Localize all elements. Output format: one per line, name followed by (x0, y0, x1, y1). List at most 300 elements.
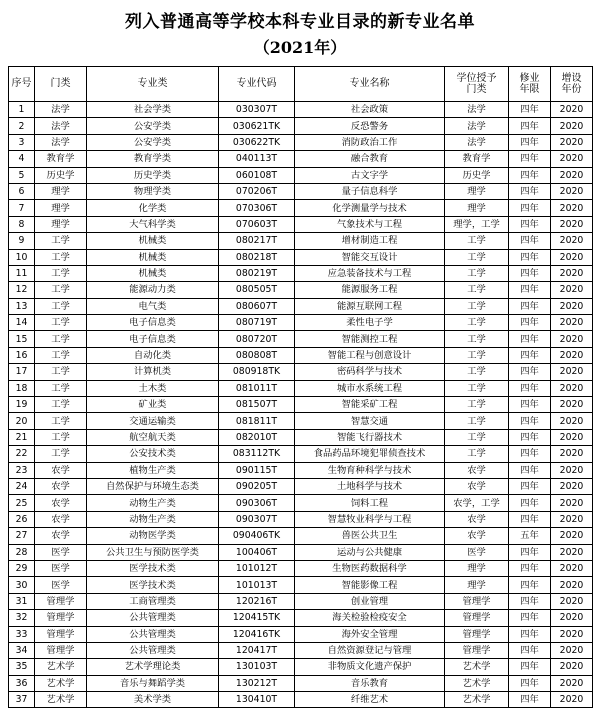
cell-code: 120415TK (219, 610, 295, 626)
cell-class: 机械类 (87, 249, 219, 265)
cell-name: 运动与公共健康 (295, 544, 445, 560)
cell-added: 2020 (551, 282, 593, 298)
cell-no: 12 (9, 282, 35, 298)
cell-no: 20 (9, 413, 35, 429)
cell-years: 四年 (509, 298, 551, 314)
cell-years: 四年 (509, 446, 551, 462)
table-row (9, 560, 593, 576)
table-row (9, 495, 593, 511)
table-row (9, 511, 593, 527)
cell-added: 2020 (551, 397, 593, 413)
cell-no: 11 (9, 265, 35, 281)
cell-code: 090115T (219, 462, 295, 478)
cell-added: 2020 (551, 315, 593, 331)
cell-added: 2020 (551, 380, 593, 396)
cell-degree: 理学 (445, 200, 509, 216)
cell-added: 2020 (551, 200, 593, 216)
cell-years: 四年 (509, 102, 551, 118)
cell-no: 30 (9, 577, 35, 593)
cell-years: 五年 (509, 528, 551, 544)
cell-code: 030621TK (219, 118, 295, 134)
cell-no: 2 (9, 118, 35, 134)
cell-category: 管理学 (35, 642, 87, 658)
cell-category: 工学 (35, 298, 87, 314)
cell-category: 工学 (35, 233, 87, 249)
cell-name: 食品药品环境犯罪侦查技术 (295, 446, 445, 462)
table-row (9, 347, 593, 363)
cell-code: 060108T (219, 167, 295, 183)
cell-added: 2020 (551, 364, 593, 380)
cell-added: 2020 (551, 675, 593, 691)
cell-name: 柔性电子学 (295, 315, 445, 331)
cell-category: 工学 (35, 282, 87, 298)
table-row (9, 134, 593, 150)
cell-degree: 理学，工学 (445, 216, 509, 232)
cell-category: 历史学 (35, 167, 87, 183)
cell-code: 080720T (219, 331, 295, 347)
table-header-row (9, 67, 593, 102)
cell-category: 教育学 (35, 151, 87, 167)
cell-no: 28 (9, 544, 35, 560)
cell-no: 4 (9, 151, 35, 167)
cell-years: 四年 (509, 183, 551, 199)
column-header-no: 序号 (9, 67, 35, 102)
cell-years: 四年 (509, 478, 551, 494)
cell-category: 工学 (35, 265, 87, 281)
cell-category: 艺术学 (35, 692, 87, 708)
cell-degree: 管理学 (445, 642, 509, 658)
cell-no: 23 (9, 462, 35, 478)
cell-no: 5 (9, 167, 35, 183)
cell-name: 量子信息科学 (295, 183, 445, 199)
cell-class: 教育学类 (87, 151, 219, 167)
cell-years: 四年 (509, 397, 551, 413)
cell-class: 物理学类 (87, 183, 219, 199)
cell-no: 16 (9, 347, 35, 363)
cell-name: 智慧交通 (295, 413, 445, 429)
cell-name: 城市水系统工程 (295, 380, 445, 396)
cell-added: 2020 (551, 642, 593, 658)
cell-added: 2020 (551, 347, 593, 363)
cell-no: 17 (9, 364, 35, 380)
cell-degree: 理学 (445, 183, 509, 199)
cell-years: 四年 (509, 315, 551, 331)
cell-category: 工学 (35, 315, 87, 331)
table-row (9, 462, 593, 478)
cell-name: 纤维艺术 (295, 692, 445, 708)
cell-degree: 艺术学 (445, 692, 509, 708)
column-header-added-line1: 增设 (561, 73, 582, 84)
cell-name: 智能飞行器技术 (295, 429, 445, 445)
cell-class: 公共卫生与预防医学类 (87, 544, 219, 560)
cell-years: 四年 (509, 364, 551, 380)
table-row (9, 675, 593, 691)
cell-category: 理学 (35, 216, 87, 232)
cell-name: 智能交互设计 (295, 249, 445, 265)
cell-degree: 医学 (445, 544, 509, 560)
cell-degree: 农学 (445, 478, 509, 494)
table-row (9, 626, 593, 642)
cell-no: 18 (9, 380, 35, 396)
cell-class: 动物生产类 (87, 511, 219, 527)
column-header-years-line1: 修业 (519, 73, 540, 84)
cell-name: 自然资源登记与管理 (295, 642, 445, 658)
cell-code: 081011T (219, 380, 295, 396)
cell-years: 四年 (509, 659, 551, 675)
cell-years: 四年 (509, 216, 551, 232)
cell-degree: 法学 (445, 102, 509, 118)
cell-degree: 理学 (445, 577, 509, 593)
cell-code: 120216T (219, 593, 295, 609)
cell-name: 社会政策 (295, 102, 445, 118)
cell-class: 自动化类 (87, 347, 219, 363)
cell-name: 智能测控工程 (295, 331, 445, 347)
cell-name: 增材制造工程 (295, 233, 445, 249)
cell-name: 创业管理 (295, 593, 445, 609)
cell-class: 电气类 (87, 298, 219, 314)
cell-class: 交通运输类 (87, 413, 219, 429)
cell-years: 四年 (509, 282, 551, 298)
cell-class: 大气科学类 (87, 216, 219, 232)
cell-class: 社会学类 (87, 102, 219, 118)
cell-class: 动物生产类 (87, 495, 219, 511)
cell-added: 2020 (551, 183, 593, 199)
cell-no: 8 (9, 216, 35, 232)
cell-degree: 理学 (445, 560, 509, 576)
column-header-years (509, 67, 551, 102)
cell-years: 四年 (509, 134, 551, 150)
cell-code: 080505T (219, 282, 295, 298)
cell-category: 艺术学 (35, 659, 87, 675)
cell-name: 生物医药数据科学 (295, 560, 445, 576)
cell-years: 四年 (509, 610, 551, 626)
cell-class: 公共管理类 (87, 626, 219, 642)
cell-name: 土地科学与技术 (295, 478, 445, 494)
cell-years: 四年 (509, 560, 551, 576)
cell-name: 海外安全管理 (295, 626, 445, 642)
cell-added: 2020 (551, 593, 593, 609)
cell-no: 9 (9, 233, 35, 249)
cell-added: 2020 (551, 265, 593, 281)
table-row (9, 233, 593, 249)
table-row (9, 183, 593, 199)
cell-class: 医学技术类 (87, 577, 219, 593)
cell-name: 智能影像工程 (295, 577, 445, 593)
cell-code: 080918TK (219, 364, 295, 380)
cell-class: 公共管理类 (87, 642, 219, 658)
column-header-added-line2: 年份 (561, 84, 582, 95)
cell-class: 艺术学理论类 (87, 659, 219, 675)
table-row (9, 429, 593, 445)
cell-category: 管理学 (35, 626, 87, 642)
cell-degree: 管理学 (445, 593, 509, 609)
cell-degree: 农学，工学 (445, 495, 509, 511)
cell-added: 2020 (551, 462, 593, 478)
cell-years: 四年 (509, 544, 551, 560)
cell-code: 130103T (219, 659, 295, 675)
cell-years: 四年 (509, 331, 551, 347)
column-header-degree-line1: 学位授予 (456, 73, 497, 84)
cell-no: 6 (9, 183, 35, 199)
cell-years: 四年 (509, 593, 551, 609)
cell-degree: 农学 (445, 462, 509, 478)
cell-category: 农学 (35, 495, 87, 511)
cell-code: 070206T (219, 183, 295, 199)
cell-no: 35 (9, 659, 35, 675)
column-header-name: 专业名称 (295, 67, 445, 102)
cell-degree: 法学 (445, 118, 509, 134)
cell-class: 计算机类 (87, 364, 219, 380)
cell-added: 2020 (551, 495, 593, 511)
cell-name: 生物育种科学与技术 (295, 462, 445, 478)
cell-class: 植物生产类 (87, 462, 219, 478)
table-row (9, 610, 593, 626)
cell-degree: 工学 (445, 413, 509, 429)
cell-years: 四年 (509, 626, 551, 642)
cell-degree: 农学 (445, 528, 509, 544)
page-subtitle: （2021年） (253, 38, 347, 57)
table-row (9, 216, 593, 232)
cell-category: 管理学 (35, 593, 87, 609)
cell-no: 22 (9, 446, 35, 462)
cell-degree: 工学 (445, 429, 509, 445)
cell-code: 083112TK (219, 446, 295, 462)
cell-code: 070603T (219, 216, 295, 232)
cell-category: 法学 (35, 118, 87, 134)
cell-name: 饲料工程 (295, 495, 445, 511)
cell-no: 13 (9, 298, 35, 314)
table-row (9, 364, 593, 380)
column-header-degree-line2: 门类 (466, 84, 487, 95)
cell-class: 电子信息类 (87, 331, 219, 347)
cell-name: 海关检验检疫安全 (295, 610, 445, 626)
cell-no: 26 (9, 511, 35, 527)
cell-code: 030622TK (219, 134, 295, 150)
cell-class: 公安学类 (87, 118, 219, 134)
cell-no: 36 (9, 675, 35, 691)
cell-no: 1 (9, 102, 35, 118)
cell-category: 工学 (35, 446, 87, 462)
cell-category: 农学 (35, 478, 87, 494)
column-header-code: 专业代码 (219, 67, 295, 102)
cell-code: 082010T (219, 429, 295, 445)
cell-added: 2020 (551, 134, 593, 150)
cell-class: 公安技术类 (87, 446, 219, 462)
table-row (9, 659, 593, 675)
cell-code: 130212T (219, 675, 295, 691)
cell-code: 080808T (219, 347, 295, 363)
column-header-degree (445, 67, 509, 102)
column-header-years-line2: 年限 (519, 84, 540, 95)
cell-added: 2020 (551, 249, 593, 265)
cell-added: 2020 (551, 478, 593, 494)
cell-category: 管理学 (35, 610, 87, 626)
table-row (9, 642, 593, 658)
cell-class: 医学技术类 (87, 560, 219, 576)
cell-added: 2020 (551, 446, 593, 462)
cell-class: 机械类 (87, 233, 219, 249)
cell-code: 090306T (219, 495, 295, 511)
cell-no: 31 (9, 593, 35, 609)
cell-category: 法学 (35, 134, 87, 150)
cell-name: 应急装备技术与工程 (295, 265, 445, 281)
table-row (9, 397, 593, 413)
cell-code: 030307T (219, 102, 295, 118)
table-row (9, 118, 593, 134)
cell-added: 2020 (551, 216, 593, 232)
table-row (9, 593, 593, 609)
table-row (9, 331, 593, 347)
cell-no: 7 (9, 200, 35, 216)
cell-added: 2020 (551, 298, 593, 314)
cell-class: 音乐与舞蹈学类 (87, 675, 219, 691)
cell-years: 四年 (509, 118, 551, 134)
cell-class: 自然保护与环境生态类 (87, 478, 219, 494)
cell-name: 能源服务工程 (295, 282, 445, 298)
cell-added: 2020 (551, 577, 593, 593)
cell-added: 2020 (551, 659, 593, 675)
table-row (9, 478, 593, 494)
cell-category: 医学 (35, 577, 87, 593)
cell-added: 2020 (551, 511, 593, 527)
cell-degree: 工学 (445, 233, 509, 249)
cell-class: 公共管理类 (87, 610, 219, 626)
cell-name: 古文字学 (295, 167, 445, 183)
cell-no: 19 (9, 397, 35, 413)
column-header-category: 门类 (35, 67, 87, 102)
cell-added: 2020 (551, 118, 593, 134)
cell-name: 化学测量学与技术 (295, 200, 445, 216)
cell-years: 四年 (509, 577, 551, 593)
cell-years: 四年 (509, 233, 551, 249)
cell-class: 历史学类 (87, 167, 219, 183)
cell-code: 070306T (219, 200, 295, 216)
cell-degree: 法学 (445, 134, 509, 150)
cell-added: 2020 (551, 102, 593, 118)
cell-no: 33 (9, 626, 35, 642)
cell-years: 四年 (509, 151, 551, 167)
cell-category: 农学 (35, 462, 87, 478)
cell-years: 四年 (509, 200, 551, 216)
table-row (9, 298, 593, 314)
cell-years: 四年 (509, 167, 551, 183)
cell-code: 090205T (219, 478, 295, 494)
cell-years: 四年 (509, 380, 551, 396)
cell-category: 医学 (35, 544, 87, 560)
cell-code: 080719T (219, 315, 295, 331)
cell-degree: 管理学 (445, 610, 509, 626)
cell-added: 2020 (551, 233, 593, 249)
column-header-added (551, 67, 593, 102)
cell-degree: 工学 (445, 249, 509, 265)
table-row (9, 380, 593, 396)
cell-degree: 艺术学 (445, 659, 509, 675)
cell-code: 101012T (219, 560, 295, 576)
cell-category: 法学 (35, 102, 87, 118)
cell-class: 化学类 (87, 200, 219, 216)
cell-years: 四年 (509, 249, 551, 265)
cell-no: 34 (9, 642, 35, 658)
cell-category: 农学 (35, 528, 87, 544)
cell-class: 公安学类 (87, 134, 219, 150)
cell-added: 2020 (551, 610, 593, 626)
cell-no: 21 (9, 429, 35, 445)
cell-years: 四年 (509, 462, 551, 478)
cell-code: 100406T (219, 544, 295, 560)
cell-code: 090307T (219, 511, 295, 527)
cell-no: 14 (9, 315, 35, 331)
cell-category: 医学 (35, 560, 87, 576)
cell-name: 融合教育 (295, 151, 445, 167)
page-title: 列入普通高等学校本科专业目录的新专业名单 (125, 12, 475, 32)
cell-class: 机械类 (87, 265, 219, 281)
cell-years: 四年 (509, 675, 551, 691)
cell-name: 气象技术与工程 (295, 216, 445, 232)
cell-name: 能源互联网工程 (295, 298, 445, 314)
cell-code: 120416TK (219, 626, 295, 642)
cell-no: 15 (9, 331, 35, 347)
cell-category: 工学 (35, 380, 87, 396)
table-row (9, 692, 593, 708)
table-row (9, 102, 593, 118)
cell-added: 2020 (551, 167, 593, 183)
cell-added: 2020 (551, 544, 593, 560)
cell-name: 反恐警务 (295, 118, 445, 134)
cell-name: 智慧牧业科学与工程 (295, 511, 445, 527)
cell-degree: 工学 (445, 331, 509, 347)
table-row (9, 151, 593, 167)
cell-no: 37 (9, 692, 35, 708)
cell-name: 音乐教育 (295, 675, 445, 691)
cell-years: 四年 (509, 429, 551, 445)
table-row (9, 249, 593, 265)
cell-code: 040113T (219, 151, 295, 167)
cell-added: 2020 (551, 429, 593, 445)
cell-category: 工学 (35, 331, 87, 347)
cell-no: 27 (9, 528, 35, 544)
cell-code: 130410T (219, 692, 295, 708)
cell-added: 2020 (551, 331, 593, 347)
cell-degree: 管理学 (445, 626, 509, 642)
cell-category: 工学 (35, 347, 87, 363)
cell-class: 电子信息类 (87, 315, 219, 331)
table-row (9, 200, 593, 216)
cell-added: 2020 (551, 560, 593, 576)
cell-added: 2020 (551, 151, 593, 167)
cell-class: 航空航天类 (87, 429, 219, 445)
cell-code: 080607T (219, 298, 295, 314)
cell-no: 29 (9, 560, 35, 576)
table-row (9, 528, 593, 544)
cell-category: 工学 (35, 413, 87, 429)
cell-category: 艺术学 (35, 675, 87, 691)
cell-added: 2020 (551, 626, 593, 642)
cell-degree: 历史学 (445, 167, 509, 183)
table-row (9, 413, 593, 429)
table-row (9, 265, 593, 281)
cell-category: 工学 (35, 429, 87, 445)
cell-degree: 工学 (445, 282, 509, 298)
cell-category: 农学 (35, 511, 87, 527)
cell-class: 矿业类 (87, 397, 219, 413)
cell-years: 四年 (509, 511, 551, 527)
cell-degree: 工学 (445, 364, 509, 380)
cell-code: 090406TK (219, 528, 295, 544)
cell-class: 能源动力类 (87, 282, 219, 298)
table-row (9, 577, 593, 593)
cell-degree: 工学 (445, 298, 509, 314)
cell-name: 智能采矿工程 (295, 397, 445, 413)
